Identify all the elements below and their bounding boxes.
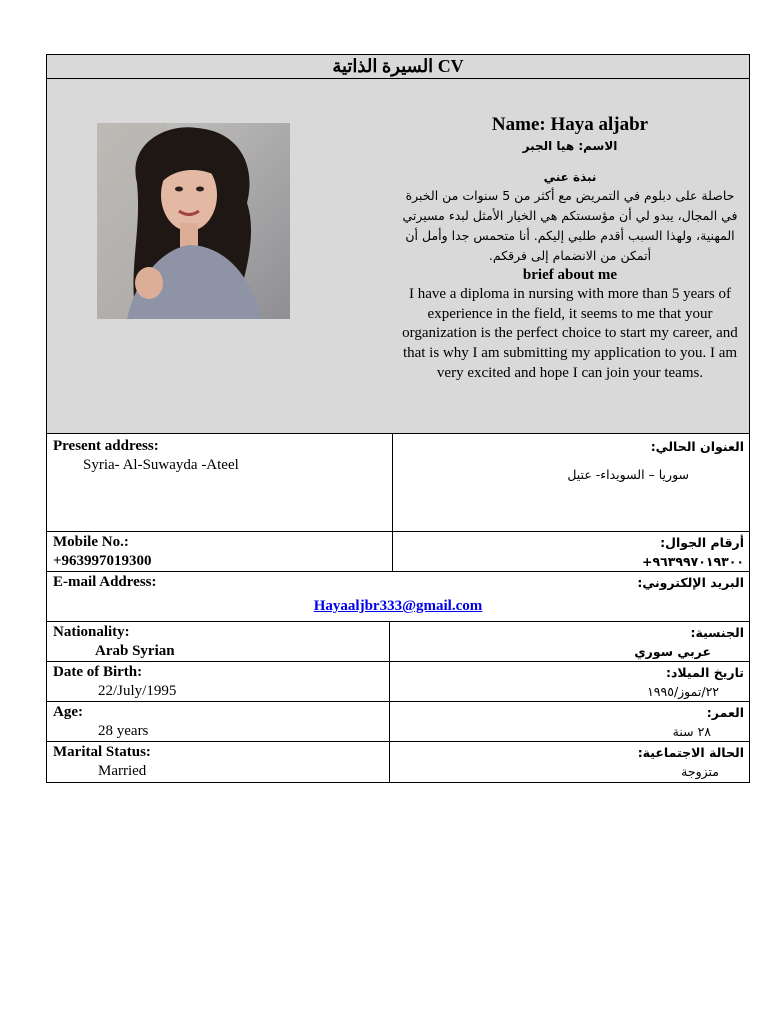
email-row xyxy=(47,572,749,622)
address-row xyxy=(47,434,749,532)
profile-photo xyxy=(97,123,290,319)
mobile-value-en: +963997019300 xyxy=(53,553,152,569)
email-label-en: E-mail Address: xyxy=(53,574,157,590)
dob-en-cell xyxy=(47,662,390,701)
mobile-ar-cell xyxy=(393,532,749,571)
age-label-ar: العمر: xyxy=(706,705,744,720)
portrait-image xyxy=(97,123,290,319)
address-en-cell xyxy=(47,434,393,531)
mobile-en-cell xyxy=(47,532,393,571)
address-value-ar: سوريا – السويداء- عتيل xyxy=(567,467,689,482)
profile-text xyxy=(393,114,747,384)
age-label-en: Age: xyxy=(53,704,83,720)
nationality-en-cell xyxy=(47,622,390,661)
about-english-heading: brief about me xyxy=(522,267,618,283)
marital-ar-cell xyxy=(390,742,749,782)
address-label-en: Present address: xyxy=(53,438,159,454)
name-english: Name: Haya aljabr xyxy=(491,114,649,135)
dob-row xyxy=(47,662,749,702)
cv-title: السيرة الذاتية CV xyxy=(47,55,749,79)
nationality-value-en: Arab Syrian xyxy=(95,643,175,659)
address-value-en: Syria- Al-Suwayda -Ateel xyxy=(83,457,239,473)
email-link[interactable]: Hayaaljbr333@gmail.com xyxy=(313,598,483,614)
age-value-en: 28 years xyxy=(98,723,149,739)
marital-en-cell xyxy=(47,742,390,782)
dob-value-ar: ٢٢/تموز/١٩٩٥ xyxy=(647,684,719,699)
age-en-cell xyxy=(47,702,390,741)
nationality-value-ar: عربي سوري xyxy=(634,644,711,659)
profile-section xyxy=(47,79,749,434)
marital-row xyxy=(47,742,749,782)
name-arabic: الاسم: هيا الجبر xyxy=(522,139,618,153)
address-ar-cell xyxy=(393,434,749,531)
marital-label-en: Marital Status: xyxy=(53,744,151,760)
mobile-value-ar: +٩٦٣٩٩٧٠١٩٣٠٠ xyxy=(641,554,744,569)
mobile-row xyxy=(47,532,749,572)
mobile-label-ar: أرقام الجوال: xyxy=(660,535,744,550)
nationality-row xyxy=(47,622,749,662)
about-arabic-heading: نبذة عني xyxy=(543,170,597,184)
dob-label-ar: تاريخ الميلاد: xyxy=(665,665,744,680)
dob-ar-cell xyxy=(390,662,749,701)
age-value-ar: ٢٨ سنة xyxy=(672,724,711,739)
nationality-label-ar: الجنسية: xyxy=(690,625,744,640)
marital-value-ar: متزوجة xyxy=(681,764,719,779)
dob-value-en: 22/July/1995 xyxy=(98,683,177,699)
age-row xyxy=(47,702,749,742)
marital-value-en: Married xyxy=(98,763,147,779)
address-label-ar: العنوان الحالي: xyxy=(650,439,744,454)
age-ar-cell xyxy=(390,702,749,741)
marital-label-ar: الحالة الاجتماعية: xyxy=(637,745,744,760)
mobile-label-en: Mobile No.: xyxy=(53,534,129,550)
about-arabic-text: حاصلة على دبلوم في التمريض مع أكثر من 5 سنوات من الخبرة في المجال، يبدو لي أن مؤسستكم هي الخيار الأمثل لبدء مسيرتي المهنية، ولهذا السبب أقدم طلبي إليكم. أنا متحمس جدا وأمل أن أتمكن من الانضمام إلى فرقكم. xyxy=(402,188,738,263)
about-english-text: I have a diploma in nursing with more than 5 years of experience in the field, it seems to me that your organization is the perfect choice to start my career, and that is why I am submitting my application to you. I am very excited and hope I can join your teams. xyxy=(402,286,738,381)
email-label-ar: البريد الإلكتروني: xyxy=(637,575,744,590)
cv-document xyxy=(46,54,750,783)
nationality-ar-cell xyxy=(390,622,749,661)
dob-label-en: Date of Birth: xyxy=(53,664,143,680)
nationality-label-en: Nationality: xyxy=(53,624,130,640)
